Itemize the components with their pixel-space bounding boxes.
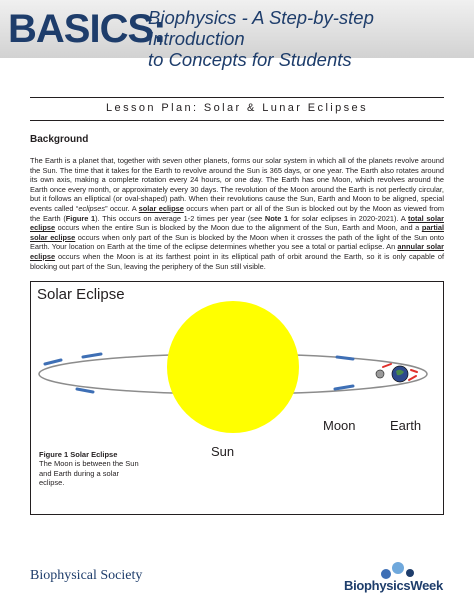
- background-paragraph: [30, 156, 444, 271]
- paragraph-text: occurs when the entire Sun is blocked by the Moon due to the alignment of the Sun, Earth and Moon, and a: [55, 223, 422, 233]
- eclipses-term: eclipses: [78, 203, 106, 213]
- earth-label: Earth: [390, 418, 422, 433]
- sun-label: Sun: [211, 444, 235, 459]
- solar-eclipse-figure: [30, 281, 444, 515]
- biophysics-week-text: BiophysicsWeek: [344, 578, 443, 593]
- moon-orbit-arrow-icon: [409, 376, 416, 380]
- lesson-title: Lesson Plan: Solar & Lunar Eclipses: [106, 102, 368, 114]
- caption-title: Figure 1 Solar Eclipse: [39, 450, 118, 459]
- moon-orbit-arrow-icon: [383, 364, 391, 367]
- orbit-arrow-icon: [77, 389, 93, 392]
- orbit-arrow-icon: [335, 386, 353, 389]
- header-banner: [0, 0, 474, 70]
- moon-label: Moon: [323, 418, 356, 433]
- annular-solar-eclipse-term: annular solar eclipse: [30, 242, 444, 261]
- figure-reference: Figure 1: [65, 213, 96, 223]
- background-heading: Background: [30, 134, 89, 145]
- solar-eclipse-term: solar eclipse: [138, 203, 184, 213]
- paragraph-text: ” occur. A: [105, 203, 139, 213]
- moon-icon: [376, 370, 384, 378]
- banner-subtitle: [148, 7, 468, 70]
- figure-caption: [39, 450, 139, 488]
- paragraph-text: for solar eclipses in 2020-2021). A: [288, 213, 409, 223]
- total-solar-eclipse-term: total solar eclipse: [30, 213, 444, 233]
- top-rule: [30, 97, 444, 98]
- banner-subtitle-line-1: Biophysics - A Step-by-step Introduction: [148, 7, 374, 49]
- paragraph-text: occurs when the Moon is at its farthest point in its elliptical path of orbit around the Earth, so it is only capable of blocking out part of the Sun, leaving the periphery of the Sun still visible.: [30, 251, 444, 271]
- paragraph-text: occurs when part or all of the Sun is blocked out by the Moon as viewed from the Earth (: [30, 203, 444, 223]
- biophysics-week-logo: [338, 560, 458, 600]
- paragraph-text: The Earth is a planet that, together with seven other planets, forms our solar system in which all of the planets revolve around the Sun. The time that it takes for the Earth to revolve around the Sun is 365 days, or one year. The Earth also rotates around its own axis, making a complete rotation every 24 hours, or one day. The Earth has one Moon, which revolves around the Earth once every month, or approximately every 30 days. The revolution of the Moon around the Earth is not perfectly circular, but it follows an elliptical (or oval-shaped) path. When their revolutions cause the Sun, Earth and Moon to be aligned, special events called “: [30, 156, 444, 213]
- caption-text: The Moon is between the Sun and Earth during a solar eclipse.: [39, 459, 139, 488]
- moon-orbit-arrow-icon: [411, 370, 417, 372]
- note-reference: Note 1: [264, 213, 289, 223]
- sun-icon: [167, 301, 299, 433]
- banner-basics-title: BASICS:: [8, 7, 166, 51]
- biophysical-society-logo: Biophysical Society: [30, 568, 143, 583]
- paragraph-text: occurs when only part of the Sun is blocked by the Moon when it crosses the path of the light of the Sun onto Earth. Your location on Earth at the time of the eclipse determines whether you see a total or partial eclipse. An: [30, 232, 445, 252]
- orbit-arrow-icon: [83, 354, 101, 357]
- banner-subtitle-line-2: to Concepts for Students: [148, 49, 352, 70]
- orbit-arrow-icon: [337, 357, 353, 359]
- partial-solar-eclipse-term: partial solar eclipse: [30, 223, 444, 242]
- bottom-rule: [30, 120, 444, 121]
- orbit-arrow-icon: [45, 360, 61, 364]
- figure-title: Solar Eclipse: [37, 286, 125, 303]
- paragraph-text: ). This occurs on average 1-2 times per year (see: [95, 213, 265, 223]
